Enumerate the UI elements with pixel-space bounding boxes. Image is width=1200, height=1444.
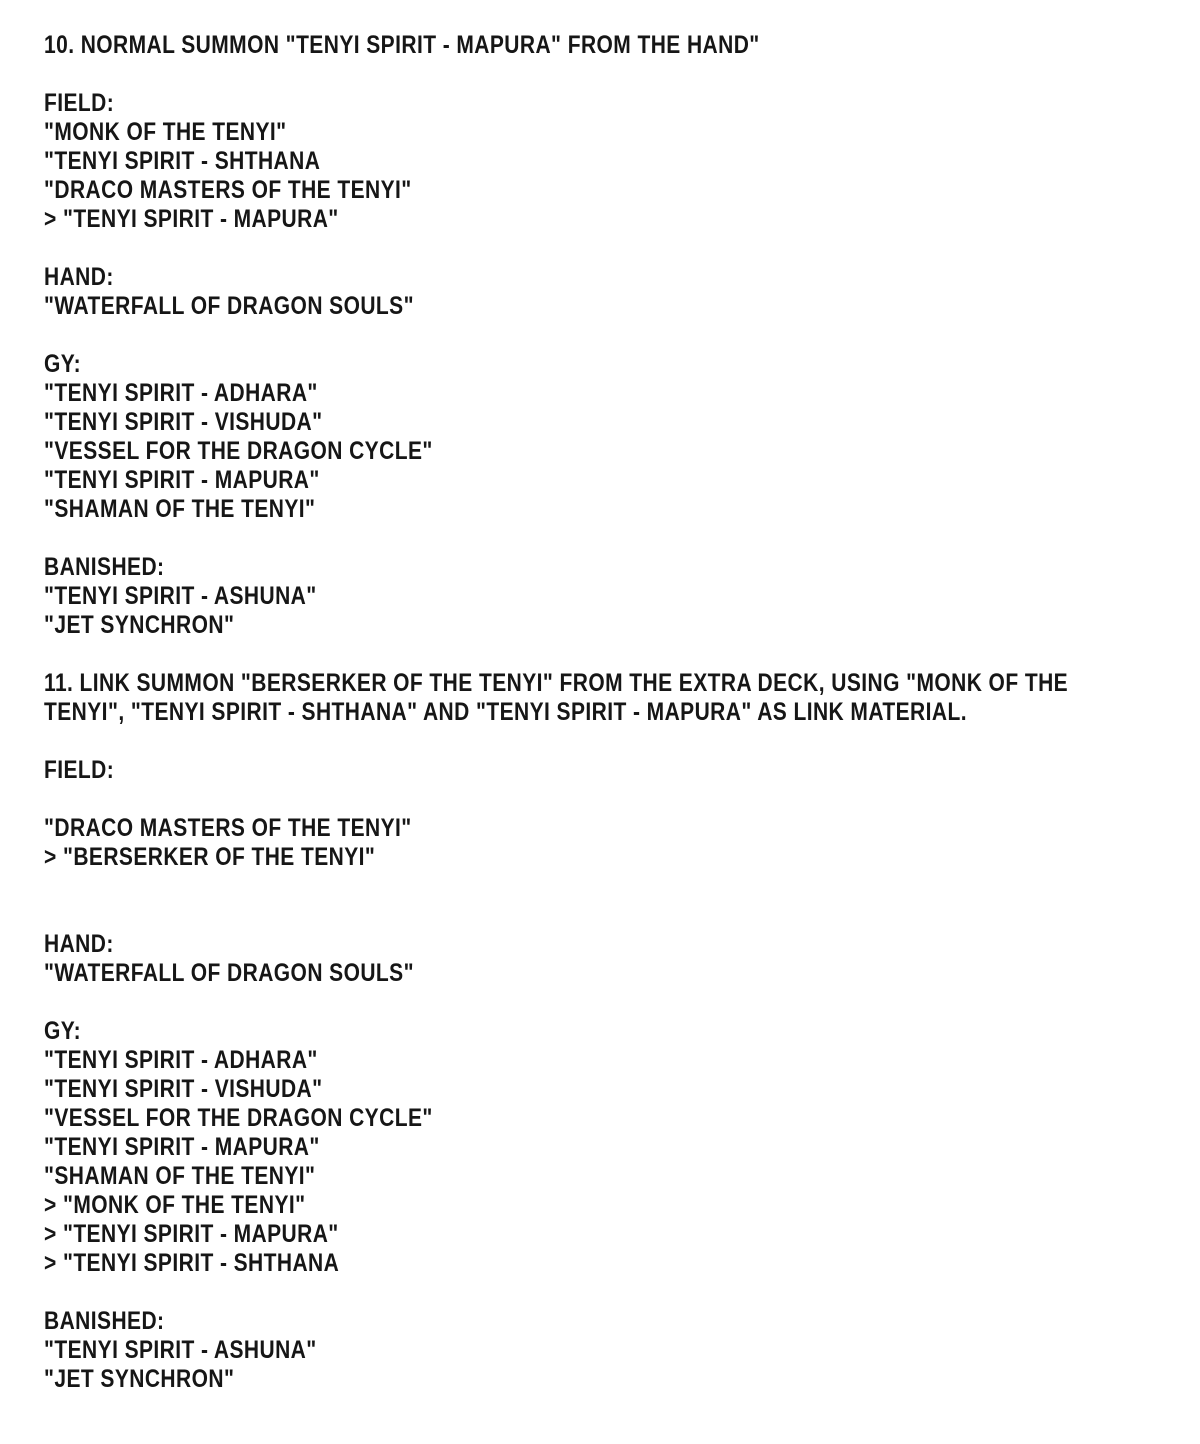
text-line: "WATERFALL OF DRAGON SOULS"	[44, 292, 414, 320]
text-line: GY:	[44, 350, 82, 378]
text-line: "SHAMAN OF THE TENYI"	[44, 1162, 316, 1190]
text-line: "TENYI SPIRIT - MAPURA"	[44, 466, 320, 494]
text-line: "WATERFALL OF DRAGON SOULS"	[44, 959, 414, 987]
text-line: "TENYI SPIRIT - SHTHANA	[44, 147, 321, 175]
text-line: "TENYI SPIRIT - ADHARA"	[44, 1046, 318, 1074]
text-line: "JET SYNCHRON"	[44, 1365, 235, 1393]
text-line: 10. NORMAL SUMMON "TENYI SPIRIT - MAPURA" FROM THE HAND"	[44, 31, 760, 59]
text-line: "JET SYNCHRON"	[44, 611, 235, 639]
text-line: "DRACO MASTERS OF THE TENYI"	[44, 176, 412, 204]
text-line: "TENYI SPIRIT - VISHUDA"	[44, 1075, 323, 1103]
blank-line	[44, 988, 1007, 1017]
text-line: "DRACO MASTERS OF THE TENYI"	[44, 814, 412, 842]
text-line: GY:	[44, 1017, 82, 1045]
text-line: TENYI", "TENYI SPIRIT - SHTHANA" AND "TENYI SPIRIT - MAPURA" AS LINK MATERIAL.	[44, 698, 967, 726]
text-line: > "TENYI SPIRIT - MAPURA"	[44, 205, 339, 233]
text-line: "TENYI SPIRIT - ASHUNA"	[44, 1336, 317, 1364]
text-line: > "BERSERKER OF THE TENYI"	[44, 843, 376, 871]
blank-line	[44, 640, 1007, 669]
text-line: > "TENYI SPIRIT - MAPURA"	[44, 1220, 339, 1248]
blank-line	[44, 1278, 1007, 1307]
text-line: "MONK OF THE TENYI"	[44, 118, 287, 146]
blank-line	[44, 727, 1007, 756]
blank-line	[44, 524, 1007, 553]
text-line: HAND:	[44, 263, 114, 291]
text-line: "VESSEL FOR THE DRAGON CYCLE"	[44, 437, 433, 465]
text-line: "TENYI SPIRIT - VISHUDA"	[44, 408, 323, 436]
blank-line	[44, 785, 1007, 814]
blank-line	[44, 234, 1007, 263]
text-line: "TENYI SPIRIT - MAPURA"	[44, 1133, 320, 1161]
text-line: > "MONK OF THE TENYI"	[44, 1191, 306, 1219]
text-line: HAND:	[44, 930, 114, 958]
text-line: FIELD:	[44, 89, 115, 117]
text-line: "VESSEL FOR THE DRAGON CYCLE"	[44, 1104, 433, 1132]
blank-line	[44, 60, 1007, 89]
text-line: > "TENYI SPIRIT - SHTHANA	[44, 1249, 340, 1277]
text-line: "SHAMAN OF THE TENYI"	[44, 495, 316, 523]
text-line: FIELD:	[44, 756, 115, 784]
text-line: BANISHED:	[44, 1307, 165, 1335]
text-line: 11. LINK SUMMON "BERSERKER OF THE TENYI" FROM THE EXTRA DECK, USING "MONK OF THE	[44, 669, 1069, 697]
text-line: "TENYI SPIRIT - ASHUNA"	[44, 582, 317, 610]
text-line: BANISHED:	[44, 553, 165, 581]
blank-line	[44, 872, 1007, 901]
blank-line	[44, 321, 1007, 350]
text-line: "TENYI SPIRIT - ADHARA"	[44, 379, 318, 407]
blank-line	[44, 901, 1007, 930]
